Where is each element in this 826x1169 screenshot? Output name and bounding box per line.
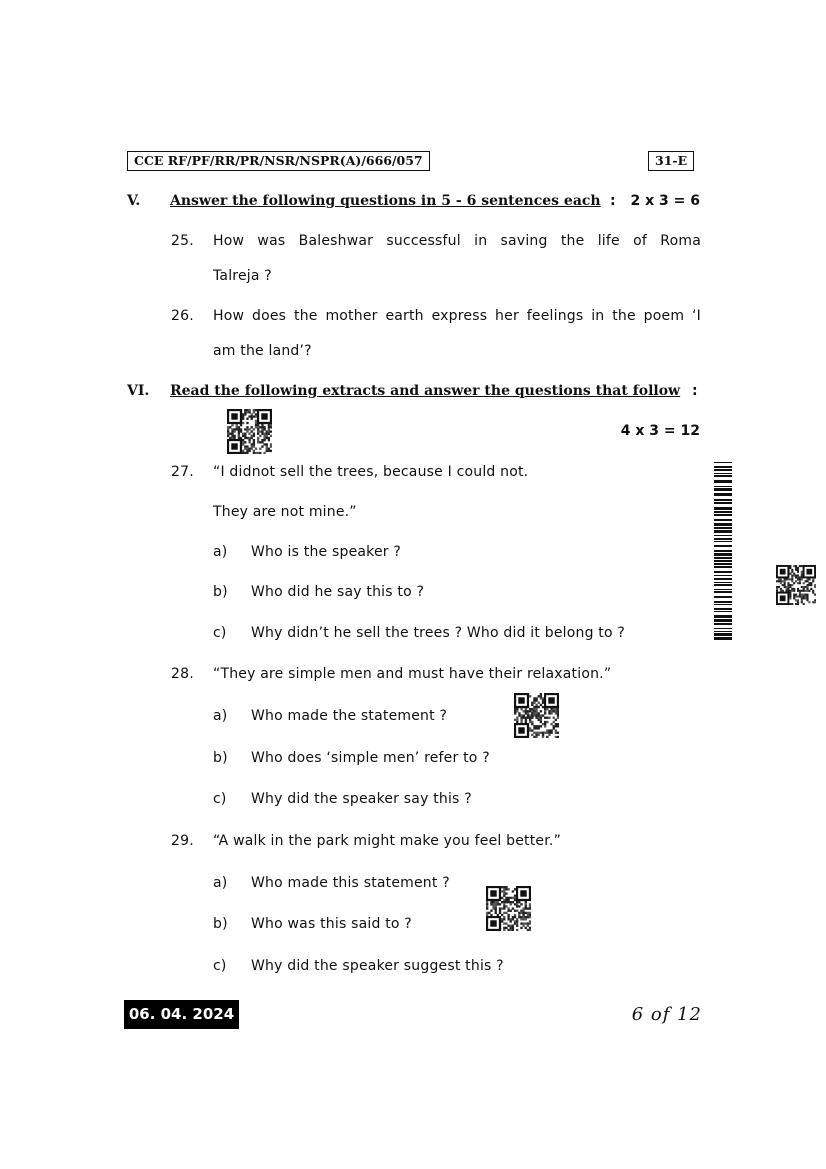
question-text: Talreja ? — [213, 268, 272, 284]
option-label: b) — [213, 750, 228, 766]
qr-code-icon — [514, 693, 559, 738]
question-number: 27. — [171, 464, 194, 480]
question-number: 26. — [171, 308, 194, 324]
option-label: b) — [213, 584, 228, 600]
section-colon: : — [692, 383, 698, 399]
option-label: a) — [213, 875, 228, 891]
option-text: Who made this statement ? — [251, 875, 450, 891]
question-number: 25. — [171, 233, 194, 249]
question-text: “I didnot sell the trees, because I could not. — [213, 464, 529, 480]
option-label: c) — [213, 791, 227, 807]
question-number: 28. — [171, 666, 194, 682]
option-label: c) — [213, 625, 227, 641]
question-text: They are not mine.” — [213, 504, 357, 520]
section-number: VI. — [127, 383, 150, 399]
page-code: 31-E — [648, 151, 694, 171]
option-text: Why didn’t he sell the trees ? Who did it belong to ? — [251, 625, 626, 641]
question-number: 29. — [171, 833, 194, 849]
section-marks: 4 x 3 = 12 — [620, 423, 700, 439]
option-text: Who was this said to ? — [251, 916, 412, 932]
question-text: am the land’? — [213, 343, 312, 359]
qr-code-icon — [227, 409, 272, 454]
qr-code-icon — [776, 565, 816, 605]
option-label: c) — [213, 958, 227, 974]
option-text: Who did he say this to ? — [251, 584, 425, 600]
question-text: How was Baleshwar successful in saving the life of Roma — [213, 233, 701, 249]
option-label: b) — [213, 916, 228, 932]
question-text: “A walk in the park might make you feel better.” — [213, 833, 562, 849]
question-text: How does the mother earth express her feelings in the poem ‘I — [213, 308, 701, 324]
section-title: Answer the following questions in 5 - 6 sentences each — [170, 193, 601, 209]
exam-date: 06. 04. 2024 — [124, 1000, 239, 1029]
section-title: Read the following extracts and answer the questions that follow — [170, 383, 681, 399]
option-label: a) — [213, 544, 228, 560]
option-label: a) — [213, 708, 228, 724]
option-text: Why did the speaker say this ? — [251, 791, 472, 807]
option-text: Who is the speaker ? — [251, 544, 402, 560]
paper-code: CCE RF/PF/RR/PR/NSR/NSPR(A)/666/057 — [127, 151, 430, 171]
option-text: Why did the speaker suggest this ? — [251, 958, 504, 974]
page-number: 6 of 12 — [631, 1004, 702, 1025]
option-text: Who does ‘simple men’ refer to ? — [251, 750, 490, 766]
barcode-icon — [714, 462, 732, 640]
section-marks: 2 x 3 = 6 — [630, 193, 700, 209]
qr-code-icon — [486, 886, 531, 931]
question-text: “They are simple men and must have their relaxation.” — [213, 666, 612, 682]
option-text: Who made the statement ? — [251, 708, 448, 724]
section-number: V. — [127, 193, 141, 209]
section-colon: : — [610, 193, 616, 209]
